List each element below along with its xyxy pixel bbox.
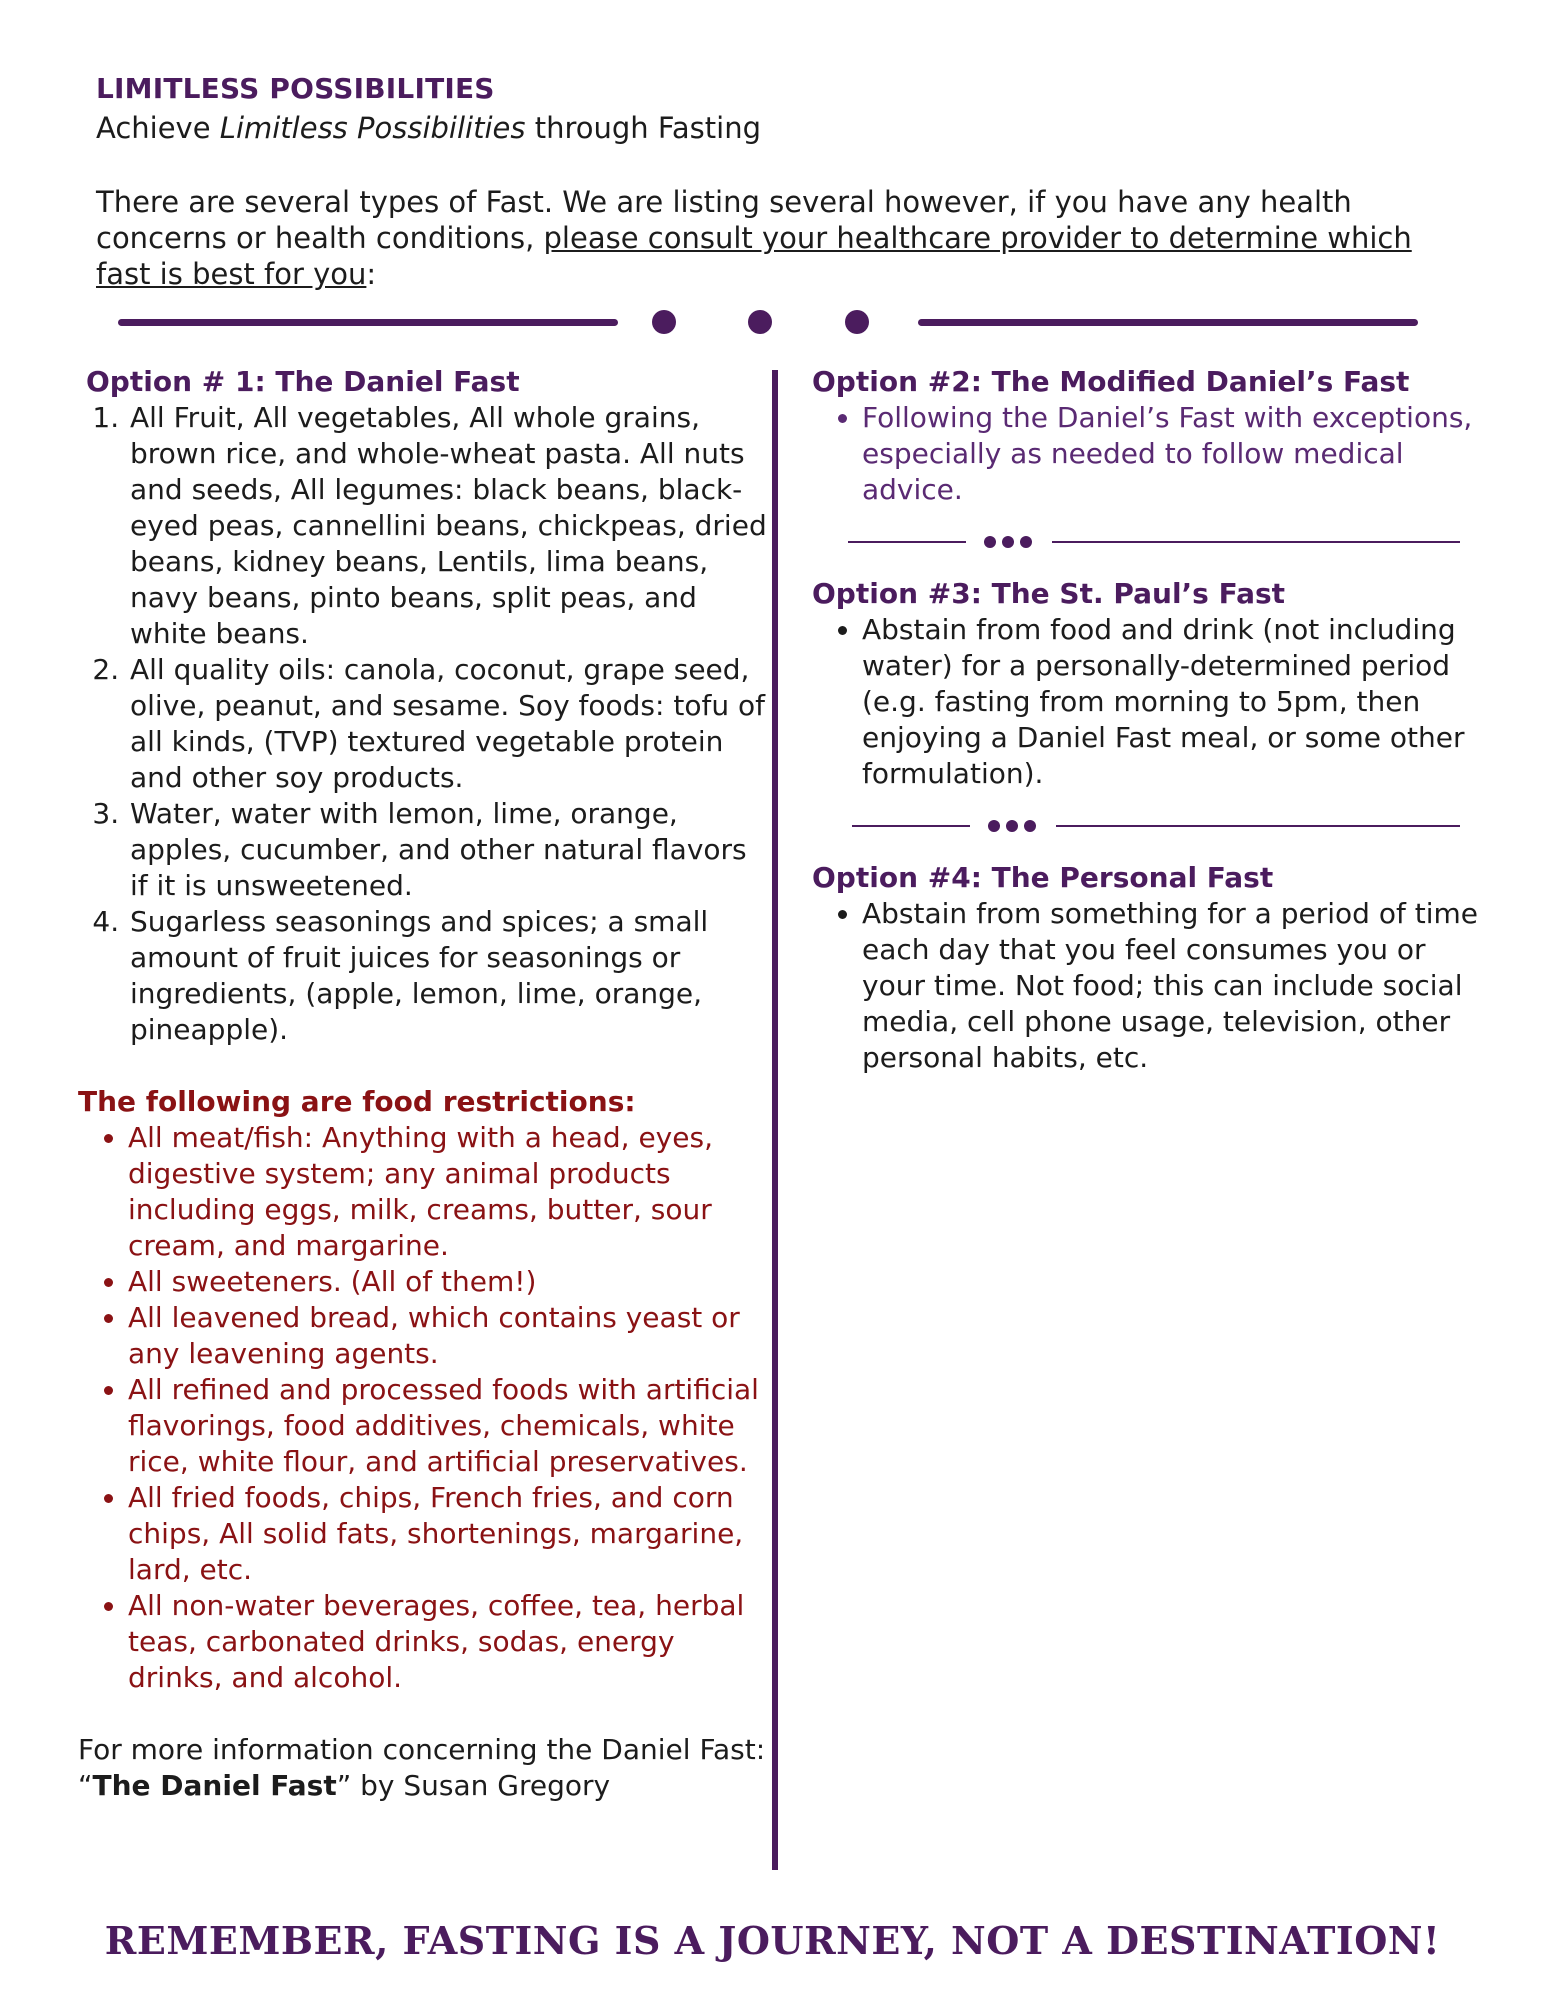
option1-list <box>78 400 768 1048</box>
intro-paragraph <box>96 184 1426 292</box>
book-title: The Daniel Fast <box>92 1769 337 1802</box>
list-item: • All sweeteners. (All of them!) <box>128 1264 768 1300</box>
list-item: • All leavened bread, which contains yeast or any leavening agents. <box>128 1300 768 1372</box>
option2-title: Option #2: The Modified Daniel’s Fast <box>812 365 1410 398</box>
restrictions-title: The following are food restrictions: <box>78 1085 636 1118</box>
list-item: • Abstain from something for a period of time each day that you feel consumes you or your time. Not food; this can include social media, cell phone usage, television, other personal habits, etc. <box>862 896 1492 1076</box>
divider-dot <box>1002 536 1014 548</box>
divider-dot <box>984 536 996 548</box>
subtitle-pre: Achieve <box>96 111 220 145</box>
section-divider <box>848 818 1460 834</box>
more-info <box>78 1732 768 1804</box>
document-title: LIMITLESS POSSIBILITIES <box>96 72 495 105</box>
left-column <box>78 364 768 1804</box>
option4-title: Option #4: The Personal Fast <box>812 861 1274 894</box>
header <box>96 72 1426 292</box>
intro-text: There are several types of Fast. We are listing several however, if you have any health concerns or health conditions, <box>96 185 1352 255</box>
divider-bar-right <box>1052 541 1460 543</box>
option3-list <box>812 612 1492 792</box>
footer-slogan: REMEMBER, FASTING IS A JOURNEY, NOT A DESTINATION! <box>104 1918 1441 1963</box>
divider-dot <box>652 310 676 334</box>
restrictions-list <box>78 1120 768 1696</box>
divider-dot <box>988 820 1000 832</box>
more-info-post: ” by Susan Gregory <box>336 1769 611 1802</box>
divider-dot <box>1020 536 1032 548</box>
list-item: • Abstain from food and drink (not including water) for a personally-determined period (e.g. fasting from morning to 5pm, then enjoying a Daniel Fast meal, or some other formulation). <box>862 612 1492 792</box>
divider-bar-left <box>852 825 970 827</box>
divider-bar-right <box>918 319 1418 326</box>
option1-title: Option # 1: The Daniel Fast <box>86 365 520 398</box>
intro-end: : <box>366 257 377 291</box>
list-item: • All non-water beverages, coffee, tea, herbal teas, carbonated drinks, sodas, energy drinks, and alcohol. <box>128 1588 768 1696</box>
list-item: 2. All quality oils: canola, coconut, grape seed, olive, peanut, and sesame. Soy foods: tofu of all kinds, (TVP) textured vegetable protein and other soy products. <box>128 652 768 796</box>
divider-dot <box>1024 820 1036 832</box>
document-subtitle <box>96 110 1426 146</box>
option2-list <box>812 400 1492 508</box>
divider-dot <box>1006 820 1018 832</box>
top-divider <box>118 310 1428 334</box>
right-column <box>812 364 1492 1076</box>
list-item: • Following the Daniel’s Fast with exceptions, especially as needed to follow medical advice. <box>862 400 1492 508</box>
subtitle-emphasis: Limitless Possibilities <box>219 111 526 145</box>
option3-title: Option #3: The St. Paul’s Fast <box>812 577 1286 610</box>
list-item: 4. Sugarless seasonings and spices; a small amount of fruit juices for seasonings or ingredients, (apple, lemon, lime, orange, pineapple). <box>128 904 768 1048</box>
divider-bar-right <box>1056 825 1460 827</box>
column-divider <box>772 370 778 1870</box>
section-divider <box>848 534 1460 550</box>
divider-dot <box>845 310 869 334</box>
divider-bar-left <box>848 541 966 543</box>
subtitle-post: through Fasting <box>525 111 761 145</box>
list-item: • All meat/fish: Anything with a head, eyes, digestive system; any animal products including eggs, milk, creams, butter, sour cream, and margarine. <box>128 1120 768 1264</box>
list-item: 3. Water, water with lemon, lime, orange, apples, cucumber, and other natural flavors if it is unsweetened. <box>128 796 768 904</box>
list-item: • All fried foods, chips, French fries, and corn chips, All solid fats, shortenings, margarine, lard, etc. <box>128 1480 768 1588</box>
option4-list <box>812 896 1492 1076</box>
list-item: 1. All Fruit, All vegetables, All whole grains, brown rice, and whole-wheat pasta. All nuts and seeds, All legumes: black beans, black-eyed peas, cannellini beans, chickpeas, dried beans, kidney beans, Lentils, lima beans, navy beans, pinto beans, split peas, and white beans. <box>128 400 768 652</box>
intro-underlined-text: please consult your healthcare provider to determine which fast is best for you <box>96 221 1412 291</box>
divider-bar-left <box>118 319 618 326</box>
list-item: • All refined and processed foods with artificial flavorings, food additives, chemicals, white rice, white flour, and artificial preservatives. <box>128 1372 768 1480</box>
more-info-pre: For more information concerning the Daniel Fast: “ <box>78 1733 766 1802</box>
divider-dot <box>748 310 772 334</box>
